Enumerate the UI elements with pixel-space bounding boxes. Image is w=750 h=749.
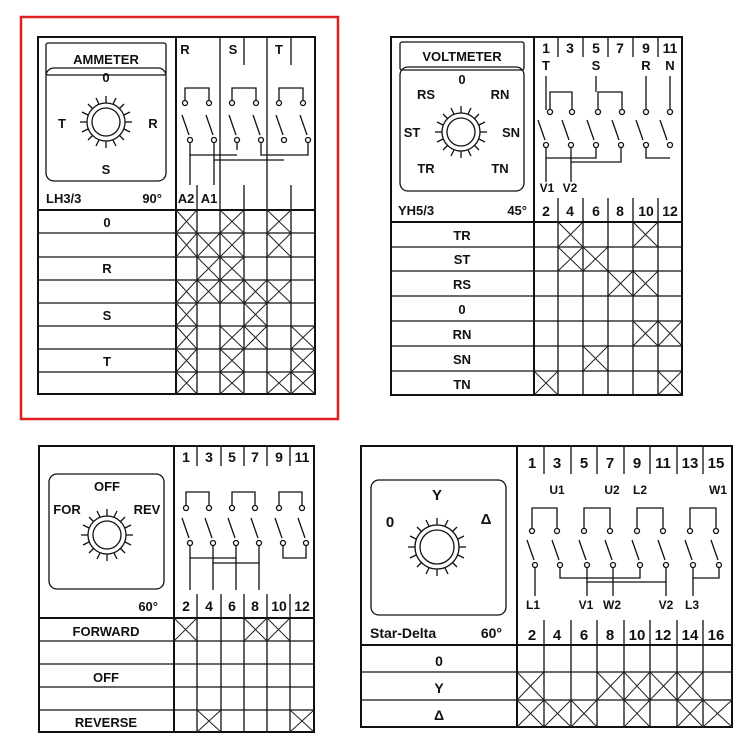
- svg-text:4: 4: [552, 627, 562, 644]
- svg-text:1: 1: [542, 40, 550, 56]
- svg-text:TR: TR: [453, 228, 471, 243]
- ammeter-title: AMMETER: [73, 52, 139, 67]
- svg-text:L1: L1: [525, 598, 541, 612]
- svg-text:10: 10: [271, 598, 287, 614]
- svg-text:12: 12: [662, 203, 678, 219]
- svg-text:11: 11: [655, 455, 671, 472]
- svg-text:7: 7: [251, 449, 259, 465]
- svg-text:U1: U1: [549, 483, 565, 497]
- voltmeter-panel: [391, 37, 682, 395]
- svg-text:2: 2: [542, 203, 550, 219]
- svg-text:14: 14: [681, 627, 699, 644]
- svg-text:ST: ST: [403, 125, 421, 140]
- dial-ticks: [80, 96, 132, 148]
- svg-text:Y: Y: [434, 680, 444, 696]
- svg-text:12: 12: [654, 627, 672, 644]
- svg-text:N: N: [665, 58, 675, 73]
- svg-text:12: 12: [294, 598, 310, 614]
- svg-text:L2: L2: [632, 483, 648, 497]
- svg-text:S: S: [591, 58, 601, 73]
- row-label-T: T: [103, 354, 111, 369]
- svg-text:W2: W2: [603, 598, 621, 612]
- svg-text:Y: Y: [431, 487, 443, 504]
- svg-text:V1: V1: [578, 598, 594, 612]
- svg-text:0: 0: [458, 302, 466, 317]
- svg-text:0: 0: [385, 514, 395, 531]
- svg-text:Δ: Δ: [480, 511, 492, 528]
- svg-text:6: 6: [579, 627, 589, 644]
- svg-text:5: 5: [579, 455, 589, 472]
- svg-text:SN: SN: [452, 352, 472, 367]
- svg-text:16: 16: [707, 627, 725, 644]
- svg-text:OFF: OFF: [93, 670, 119, 685]
- svg-text:10: 10: [628, 627, 646, 644]
- reversing-contacts: [182, 492, 309, 590]
- svg-text:YH5/3: YH5/3: [398, 203, 435, 218]
- svg-text:10: 10: [638, 203, 654, 219]
- terminal-R: R: [180, 42, 190, 57]
- voltmeter-title: VOLTMETER: [422, 49, 502, 64]
- svg-text:7: 7: [616, 40, 624, 56]
- svg-text:60°: 60°: [480, 625, 502, 641]
- svg-text:ST: ST: [453, 252, 471, 267]
- terminal-S: S: [228, 42, 238, 57]
- svg-text:6: 6: [592, 203, 600, 219]
- svg-text:TN: TN: [491, 161, 509, 176]
- svg-text:Star-Delta: Star-Delta: [370, 625, 437, 641]
- svg-text:15: 15: [707, 455, 725, 472]
- svg-text:U2: U2: [604, 483, 620, 497]
- svg-text:8: 8: [251, 598, 259, 614]
- svg-text:60°: 60°: [138, 599, 158, 614]
- svg-text:4: 4: [566, 203, 574, 219]
- svg-text:1: 1: [527, 455, 537, 472]
- svg-text:11: 11: [662, 40, 678, 56]
- svg-text:45°: 45°: [507, 203, 527, 218]
- svg-text:T: T: [542, 58, 550, 73]
- svg-text:FORWARD: FORWARD: [72, 624, 140, 639]
- svg-text:13: 13: [681, 455, 699, 472]
- terminal-A1: A1: [200, 191, 218, 206]
- terminal-T: T: [275, 42, 283, 57]
- model-label: LH3/3: [46, 191, 82, 206]
- row-label-0: 0: [103, 215, 111, 230]
- svg-text:W1: W1: [709, 483, 727, 497]
- svg-text:R: R: [641, 58, 651, 73]
- dial-label-S: S: [101, 162, 111, 177]
- row-label-R: R: [102, 261, 112, 276]
- svg-text:RN: RN: [452, 327, 472, 342]
- svg-text:REVERSE: REVERSE: [74, 715, 138, 730]
- svg-text:2: 2: [527, 627, 537, 644]
- reversing-panel: [39, 446, 314, 732]
- dial-label-T: T: [58, 116, 66, 131]
- svg-text:RN: RN: [490, 87, 510, 102]
- svg-text:3: 3: [566, 40, 574, 56]
- svg-text:3: 3: [205, 449, 213, 465]
- star-delta-contacts: [527, 508, 722, 596]
- terminal-A2: A2: [177, 191, 195, 206]
- svg-text:V2: V2: [658, 598, 674, 612]
- dial-label-0: 0: [102, 70, 110, 85]
- svg-text:2: 2: [182, 598, 190, 614]
- svg-text:TN: TN: [453, 377, 471, 392]
- svg-text:9: 9: [632, 455, 642, 472]
- row-label-S: S: [102, 308, 112, 323]
- svg-text:L3: L3: [684, 598, 700, 612]
- svg-text:TR: TR: [417, 161, 435, 176]
- svg-text:11: 11: [294, 449, 310, 465]
- svg-text:SN: SN: [501, 125, 521, 140]
- svg-text:8: 8: [616, 203, 624, 219]
- svg-text:FOR: FOR: [53, 502, 81, 517]
- svg-text:Δ: Δ: [433, 707, 445, 723]
- svg-text:4: 4: [205, 598, 213, 614]
- svg-text:RS: RS: [452, 277, 472, 292]
- ammeter-contacts: [182, 88, 311, 185]
- svg-text:V1: V1: [539, 181, 555, 195]
- voltmeter-contacts: [538, 76, 673, 182]
- svg-text:3: 3: [552, 455, 562, 472]
- svg-text:5: 5: [592, 40, 600, 56]
- svg-text:RS: RS: [416, 87, 436, 102]
- angle-label: 90°: [142, 191, 162, 206]
- svg-text:0: 0: [435, 653, 443, 669]
- svg-text:1: 1: [182, 449, 190, 465]
- svg-text:9: 9: [642, 40, 650, 56]
- svg-text:REV: REV: [133, 502, 161, 517]
- star-delta-panel: [361, 446, 732, 727]
- svg-text:OFF: OFF: [94, 479, 120, 494]
- svg-text:8: 8: [605, 627, 615, 644]
- ammeter-panel: [21, 17, 338, 419]
- svg-text:0: 0: [458, 72, 466, 87]
- voltmeter-top-numbers: [542, 40, 678, 73]
- svg-text:6: 6: [228, 598, 236, 614]
- dial-label-R: R: [148, 116, 158, 131]
- svg-text:5: 5: [228, 449, 236, 465]
- svg-text:9: 9: [275, 449, 283, 465]
- svg-text:7: 7: [605, 455, 615, 472]
- svg-text:V2: V2: [562, 181, 578, 195]
